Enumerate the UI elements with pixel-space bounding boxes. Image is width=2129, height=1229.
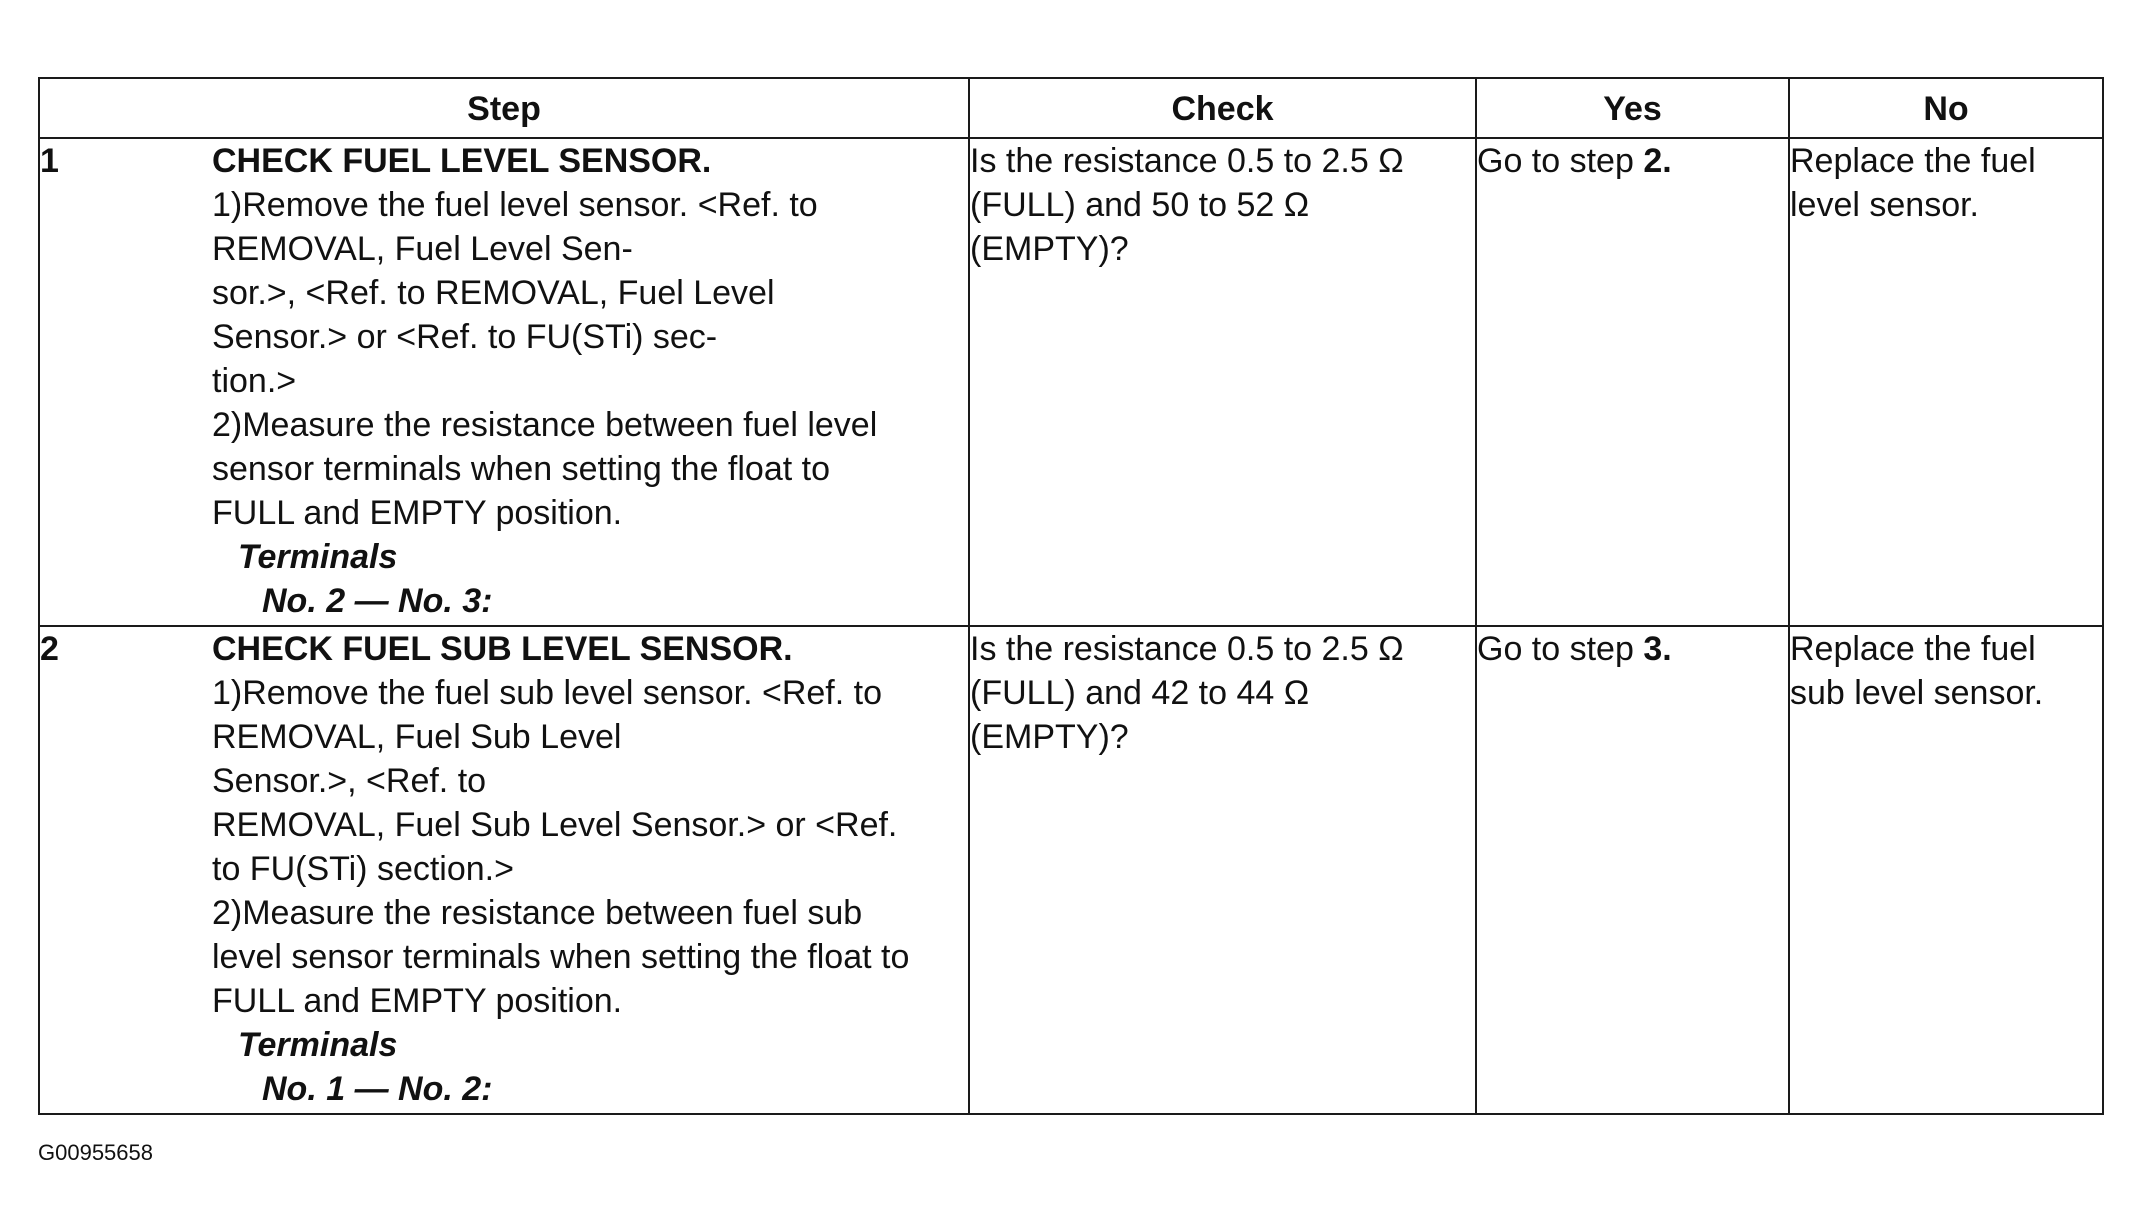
step-line: sensor terminals when setting the float to <box>212 450 830 488</box>
table-row <box>39 626 2103 1114</box>
check-line: Is the resistance 0.5 to 2.5 Ω <box>970 630 1404 668</box>
diagnostic-table <box>38 77 2104 1115</box>
step-body <box>212 627 968 1111</box>
yes-text <box>1477 627 1788 671</box>
figure-id-label: G00955658 <box>38 1140 153 1165</box>
header-yes: Yes <box>1476 78 1789 138</box>
step-number: 1 <box>40 142 59 180</box>
no-line: sub level sensor. <box>1790 674 2044 712</box>
step-line: 1)Remove the fuel sub level sensor. <Ref. to <box>212 674 882 712</box>
check-line: (FULL) and 50 to 52 Ω <box>970 186 1310 224</box>
terminals-value: No. 2 — No. 3: <box>262 582 493 620</box>
step-body <box>212 139 968 623</box>
step-line: Sensor.> or <Ref. to FU(STi) sec- <box>212 318 718 356</box>
step-title: CHECK FUEL LEVEL SENSOR. <box>212 142 712 180</box>
terminals-label: Terminals <box>238 1026 398 1064</box>
terminals-label: Terminals <box>238 538 398 576</box>
yes-step-ref: 3. <box>1643 630 1672 668</box>
yes-cell <box>1476 138 1789 626</box>
check-line: (EMPTY)? <box>970 230 1129 268</box>
no-line: Replace the fuel <box>1790 142 2036 180</box>
check-line: (EMPTY)? <box>970 718 1129 756</box>
header-step: Step <box>39 78 969 138</box>
step-line: REMOVAL, Fuel Sub Level <box>212 718 622 756</box>
terminals-value: No. 1 — No. 2: <box>262 1070 493 1108</box>
header-row <box>39 78 2103 138</box>
step-title: CHECK FUEL SUB LEVEL SENSOR. <box>212 630 793 668</box>
no-cell <box>1789 138 2103 626</box>
step-line: to FU(STi) section.> <box>212 850 514 888</box>
yes-cell <box>1476 626 1789 1114</box>
check-cell <box>969 626 1476 1114</box>
step-line: FULL and EMPTY position. <box>212 982 623 1020</box>
check-line: Is the resistance 0.5 to 2.5 Ω <box>970 142 1404 180</box>
step-line: 2)Measure the resistance between fuel sub <box>212 894 863 932</box>
check-cell <box>969 138 1476 626</box>
step-line: sor.>, <Ref. to REMOVAL, Fuel Level <box>212 274 775 312</box>
no-cell <box>1789 626 2103 1114</box>
yes-text <box>1477 139 1788 183</box>
step-cell <box>39 138 969 626</box>
step-line: tion.> <box>212 362 297 400</box>
table-row <box>39 138 2103 626</box>
yes-step-ref: 2. <box>1643 142 1672 180</box>
step-line: Sensor.>, <Ref. to <box>212 762 487 800</box>
step-line: level sensor terminals when setting the float to <box>212 938 910 976</box>
yes-prefix: Go to step <box>1477 630 1644 668</box>
step-number: 2 <box>40 630 59 668</box>
step-line: 1)Remove the fuel level sensor. <Ref. to <box>212 186 818 224</box>
step-line: REMOVAL, Fuel Level Sen- <box>212 230 633 268</box>
step-line: 2)Measure the resistance between fuel level <box>212 406 878 444</box>
step-cell <box>39 626 969 1114</box>
yes-prefix: Go to step <box>1477 142 1644 180</box>
step-line: REMOVAL, Fuel Sub Level Sensor.> or <Ref. <box>212 806 898 844</box>
header-no: No <box>1789 78 2103 138</box>
no-line: Replace the fuel <box>1790 630 2036 668</box>
header-check: Check <box>969 78 1476 138</box>
step-line: FULL and EMPTY position. <box>212 494 623 532</box>
check-line: (FULL) and 42 to 44 Ω <box>970 674 1310 712</box>
no-line: level sensor. <box>1790 186 1979 224</box>
